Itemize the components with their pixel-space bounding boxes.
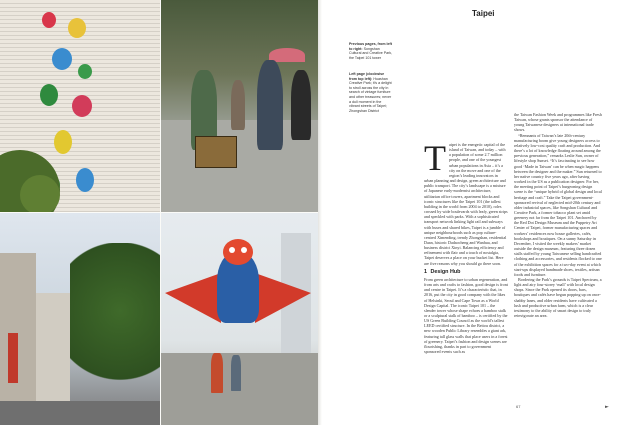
kite-head	[223, 239, 253, 265]
drop-cap: T	[424, 142, 446, 178]
facade-dot	[72, 95, 92, 117]
facade-dot	[54, 130, 72, 154]
caption-text: Songshan Cultural and Creative Park, the Taipei 101 tower	[349, 46, 393, 60]
person-figure	[231, 355, 241, 391]
article-column-1	[424, 142, 508, 418]
page-number: 67	[516, 404, 521, 409]
kite-right-wing	[255, 273, 311, 323]
caption-title: Left page (clockwise from top left):	[349, 72, 385, 81]
person-figure	[257, 60, 283, 150]
section-paragraph: From green architecture to urban regeneration, and from arts and crafts to fashion, good design is front and centre in Taipei. It’s a characteristic that, in 2016, put the city in good company with the likes of Helsinki, Seoul and Cape Town as a World Design Capital. The iconic Taipei 101 – the slender tower whose shape echoes a bamboo stalk or a sculptural stalk of bamboo – is certified by the US Green Building Council as the world’s tallest LEED certified structure. In the Beitou district, a new wooden Public Library resembles a giant ark, featuring tall glass walls that place users in a forest of greenery. Taipei’s fashion and design scenes are flourishing, thanks in part to government sponsored events such as	[424, 276, 508, 355]
facade-dot	[68, 18, 86, 38]
photo-city-street	[0, 213, 160, 425]
kite-left-wing	[165, 273, 221, 323]
kite-eye	[241, 247, 247, 253]
facade-dot	[40, 84, 58, 106]
section-heading	[424, 270, 508, 275]
facade-dot	[78, 64, 92, 79]
intro-paragraph: aipei is the energetic capital of the island of Taiwan, and today – with a population of some 2.7 million people, and one of the youngest urban populations in Asia – it’s a city on the move and one of the region’s leading innovators in urban planning and design, green architecture and public transport. The city’s landscape is a mixture of Japanese early-modernist architecture, utilitarian office towers, apartment blocks and iconic structures like the Taipei 101 (the tallest building in the world from 2004 to 2010), roles crossed by wide boulevards with leafy, green strips and speckled with parks. With a sophisticated transport network linking light rail and subways with buses and shared bikes, Taipei is a jumble of unique neighbourhoods such as pop culture-centred Ximending, trendy Zhongshan, residential Daan, historic Dadaocheng and Wanhua, and business district Xinyi. Balancing efficiency and refinement with flair and a touch of nostalgia, Taipei deserves a place on your bucket list. Here are five reasons why you should go there soon.	[424, 142, 508, 266]
building	[0, 253, 36, 403]
caption-text: Huashan Creative Park; it’s a delight to stroll across the city in search of vintage furniture and other treasures; never a dull moment in the vibrant streets of Taipei; Zhongshan District	[349, 76, 392, 113]
photo-street-people	[161, 0, 318, 212]
caption-title: Previous pages, from left to right:	[349, 42, 392, 51]
paragraph: the Taiwan Fashion Week and programmes like Fresh Taiwan, whose grants sponsor the attendance of young Taiwanese designers at international trade shows.	[514, 112, 602, 133]
photo-building-with-colored-dots	[0, 0, 160, 212]
section-number: 1	[424, 268, 427, 275]
person-figure	[231, 80, 245, 130]
paragraph: Bordering the Park’s grounds is Taipei Spectrum, a light and airy four-storey ‘mall’ with local design shops. Since the Park opened its doors, bars, boutiques and cafés have begun popping up on once-shabby lanes, and older residents have cultivated a lush and productive urban farm, which is a clear testimony to the ability of smart design to truly reinvigorate an area.	[514, 277, 602, 319]
paragraph: “Remnants of Taiwan’s late 20th-century manufacturing boom give young designers access to relatively low-cost quality craft and production. And there’s a lot of knowledge floating around among the previous generation,” remarks Leslie Sun, owner of lifestyle shop Sunset. “It’s fascinating to see how good ‘Made in Taiwan’ can be when magic happens between the designer and the maker.” Sun returned to her native country five years ago, after having worked in the US as a publication designer. For her, the meeting point of Taipei’s burgeoning design scene is the “unique hybrid of global design and local heritage and craft.” Take the Taipei government-sponsored revival of neglected mid-20th century and older industrial spaces, like Songshan Cultural and Creative Park, a former tobacco plant set amid greenery not far from the Taipei 101. Anchored by the Red Dot Design Museum and the Puppetry Art Center of Taipei, former manufacturing spaces and workers’ residences now house galleries, cafés, bookshops and boutiques. On a sunny Saturday in December, I visited the weekly makers’ market outside the design museum, featuring three dozen stalls staffed by young Taiwanese selling handcrafted clothing and accessories, and residents flocked to one of the exhibition spaces for a two-day event at which start-ups displayed handmade shoes, textiles, artisan foods and furniture.	[514, 132, 602, 277]
vintage-cart	[195, 136, 237, 168]
photo-kite	[161, 213, 318, 425]
building	[36, 293, 70, 403]
kite-eye	[229, 247, 235, 253]
running-head: Taipei	[472, 9, 495, 18]
facade-dot	[52, 48, 72, 70]
street-trees	[70, 243, 160, 413]
caption-previous-pages	[349, 42, 393, 60]
building	[8, 333, 18, 383]
street-road	[0, 401, 160, 425]
tree-foliage	[20, 175, 60, 212]
person-figure	[291, 70, 311, 140]
next-arrow-icon: ►	[605, 404, 609, 410]
facade-dot	[76, 168, 94, 192]
facade-dot	[42, 12, 56, 28]
article-column-2	[514, 112, 602, 406]
caption-left-page	[349, 72, 393, 113]
section-title: Design Hub	[430, 268, 461, 275]
person-figure	[211, 353, 223, 393]
